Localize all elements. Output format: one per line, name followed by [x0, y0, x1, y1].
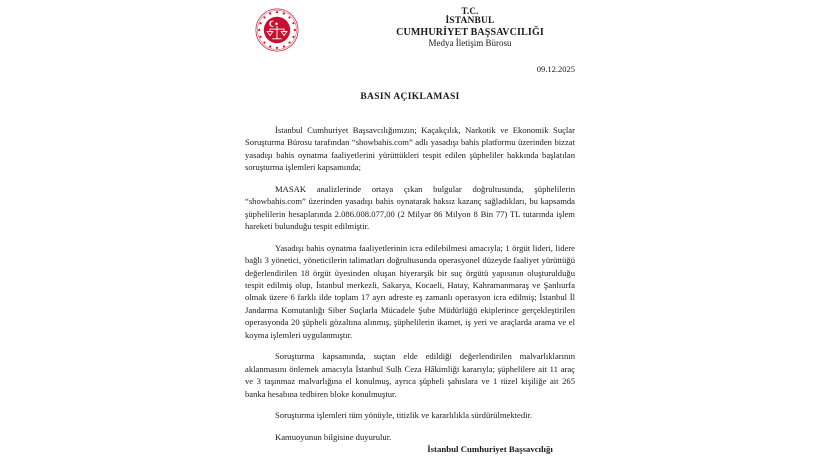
letterhead-line-bureau: Medya İletişim Bürosu: [428, 38, 512, 49]
paragraph: Soruşturma işlemleri tüm yönüyle, titizlik ve kararlılıkla sürdürülmektedir.: [275, 410, 533, 421]
document-body: [245, 124, 575, 443]
letterhead-line-city: İSTANBUL: [445, 16, 495, 27]
document-date: 09.12.2025: [536, 64, 575, 74]
paragraph: Soruşturma kapsamında, suçtan elde edildiği değerlendirilen malvarlıklarının aklanmasını önlemek amacıyla İstanbul Sulh Ceza Hâkimliği kararıyla; şüphelilere ait 11 araç ve 3 taşınmaz malvarlığına el konulmuş, ayrıca şüpheli şahıslara ve 1 tüzel kişiliğe ait 265 banka hesabına tedbiren bloke konulmuştur.: [245, 351, 575, 399]
letterhead: [0, 6, 820, 58]
paragraph: Kamuoyunun bilgisine duyurulur.: [275, 431, 392, 442]
paragraph: Yasadışı bahis oynatma faaliyetlerinin icra edilebilmesi amacıyla; 1 örgüt lideri, lidere bağlı 3 yönetici, yöneticilerin talimatları doğrultusunda operasyonel düzeyde faaliyet yürüttüğü değerlendirilen 18 örgüt üyesinden oluşan hiyerarşik bir suç örgütü yapısının oluşturulduğu tespit edilmiş olup, İstanbul merkezli, Sakarya, Kocaeli, Hatay, Kahramanmaraş ve Şanlıurfa olmak üzere 6 farklı ilde toplam 17 ayrı adreste eş zamanlı operasyon icra edilmiş; İstanbul İl Jandarma Komutanlığı Siber Suçlarla Mücadele Şube Müdürlüğü ekiplerince gerçekleştirilen operasyonda 20 şüpheli gözaltına alınmış, şüphelilerin ikamet, iş yeri ve araçlarda arama ve el koyma işlemleri uygulanmıştır.: [245, 242, 575, 340]
page-title: BASIN AÇIKLAMASI: [360, 92, 460, 102]
letterhead-line-office: CUMHURİYET BAŞSAVCILIĞI: [396, 26, 544, 38]
letterhead-line-tc: T.C.: [461, 6, 479, 16]
paragraph: İstanbul Cumhuriyet Başsavcılığımızın; Kaçakçılık, Narkotik ve Ekonomik Suçlar Soruşturma Bürosu tarafından “showbahis.com” adlı yasadışı bahis platformu üzerinden bizzat yasadışı bahis oynatma faaliyetlerini yürüttükleri tespit edilen şüpheliler hakkında başlatılan soruşturma işlemleri kapsamında;: [245, 125, 575, 173]
signature-block: İstanbul Cumhuriyet Başsavcılığı: [427, 444, 553, 454]
letterhead-text: [310, 6, 630, 48]
paragraph: MASAK analizlerinde ortaya çıkan bulgular doğrultusunda, şüphelilerin “showbahis.com” üzerinden yasadışı bahis oynatarak haksız kazanç sağladıkları, bu kapsamda şüphelilerin hesaplarında 2.086.008.077,00 (2 Milyar 86 Milyon 8 Bin 77) TL tutarında işlem hareketi bulunduğu tespit edilmiştir.: [245, 183, 575, 232]
turkish-ministry-of-justice-seal-icon: [255, 8, 299, 52]
